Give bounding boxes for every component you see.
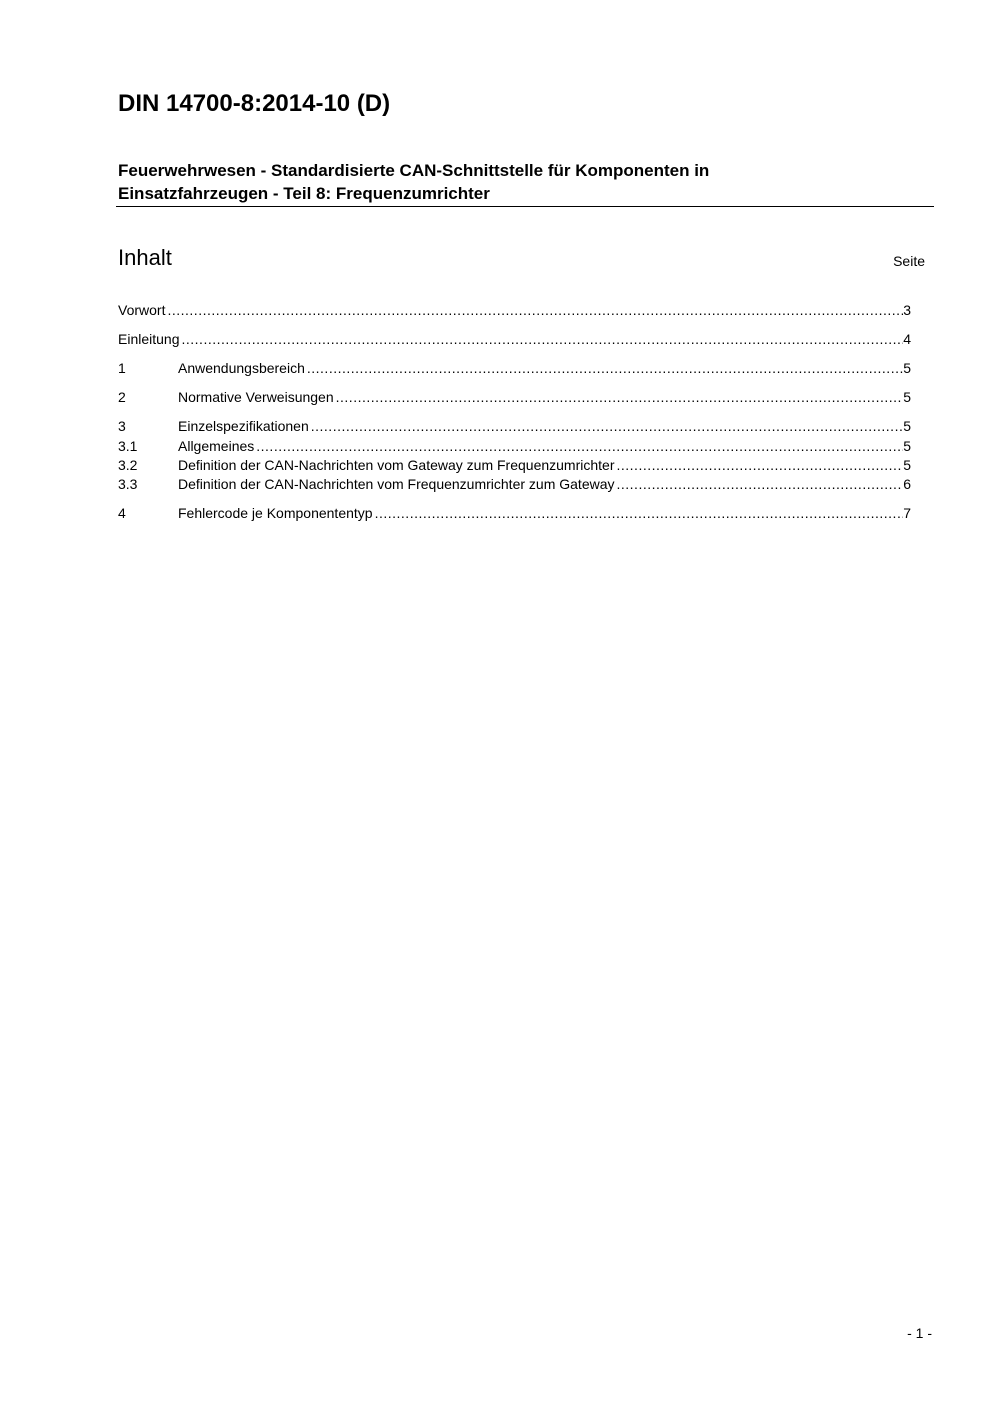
toc-entry-number: 3 [118, 418, 126, 434]
subtitle-line-1: Feuerwehrwesen - Standardisierte CAN-Schnittstelle für Komponenten in [118, 161, 710, 180]
toc-entry-vorwort[interactable] [118, 301, 911, 320]
toc-entry-1[interactable] [118, 359, 911, 378]
toc-dot-leader [307, 359, 903, 378]
toc-entry-number: 3.2 [118, 457, 138, 473]
toc-page-column-label: Seite [893, 253, 925, 269]
toc-entry-title: Anwendungsbereich [178, 360, 305, 376]
toc-dot-leader [182, 330, 904, 349]
toc-entry-3[interactable] [118, 417, 911, 436]
toc-entry-title: Fehlercode je Komponententyp [178, 505, 373, 521]
toc-entry-4[interactable] [118, 504, 911, 523]
toc-entry-page: 5 [903, 438, 911, 454]
toc-dot-leader [617, 475, 904, 494]
subtitle-line-2: Einsatzfahrzeugen - Teil 8: Frequenzumrichter [118, 184, 490, 203]
toc-entry-page: 5 [903, 418, 911, 434]
footer-page-number: - 1 - [907, 1325, 932, 1341]
toc-entry-page: 5 [903, 389, 911, 405]
document-id-title: DIN 14700-8:2014-10 (D) [118, 90, 391, 117]
toc-entry-title: Allgemeines [178, 438, 255, 454]
toc-entry-3-3[interactable] [118, 475, 911, 494]
toc-dot-leader [375, 504, 904, 523]
toc-entry-number: 2 [118, 389, 126, 405]
document-subtitle [118, 159, 934, 206]
toc-entry-number: 4 [118, 505, 126, 521]
toc-heading: Inhalt [118, 245, 172, 270]
toc-entry-page: 3 [903, 302, 911, 318]
toc-entry-number: 3.1 [118, 438, 138, 454]
toc-entry-3-2[interactable] [118, 456, 911, 475]
toc-entry-3-1[interactable] [118, 437, 911, 456]
toc-entry-title: Einzelspezifikationen [178, 418, 309, 434]
toc-dot-leader [311, 417, 903, 436]
toc-dot-leader [336, 388, 904, 407]
toc-dot-leader [256, 437, 903, 456]
toc-entry-title: Definition der CAN-Nachrichten vom Frequenzumrichter zum Gateway [178, 476, 615, 492]
toc-dot-leader [617, 456, 904, 475]
toc-entry-page: 5 [903, 457, 911, 473]
toc-entry-einleitung[interactable] [118, 330, 911, 349]
toc-entry-title: Normative Verweisungen [178, 389, 334, 405]
title-divider [116, 206, 934, 207]
toc-entry-title: Vorwort [118, 302, 166, 318]
toc-entry-page: 4 [903, 331, 911, 347]
toc-entry-page: 7 [903, 505, 911, 521]
toc-dot-leader [167, 301, 903, 320]
toc-entry-title: Definition der CAN-Nachrichten vom Gateway zum Frequenzumrichter [178, 457, 615, 473]
toc-entry-page: 6 [903, 476, 911, 492]
toc-entry-number: 1 [118, 360, 126, 376]
toc-entry-number: 3.3 [118, 476, 138, 492]
toc-entry-title: Einleitung [118, 331, 180, 347]
toc-entry-page: 5 [903, 360, 911, 376]
toc-entry-2[interactable] [118, 388, 911, 407]
